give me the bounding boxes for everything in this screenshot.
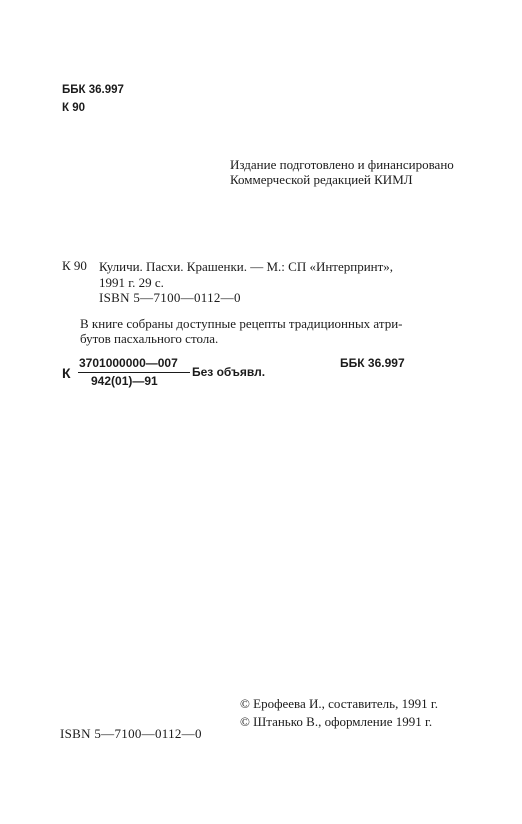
catalog-entry-title bbox=[99, 259, 393, 290]
catalog-formula-letter: К bbox=[62, 365, 71, 381]
catalog-formula-denominator: 942(01)—91 bbox=[91, 374, 158, 388]
catalog-entry-title-line-2: 1991 г. 29 с. bbox=[99, 274, 164, 290]
catalog-formula-divider bbox=[78, 372, 190, 373]
price-note: Без объявл. bbox=[192, 365, 266, 379]
footer-isbn: ISBN 5—7100—0112—0 bbox=[60, 726, 202, 741]
annotation bbox=[80, 316, 403, 346]
annotation-line-1: В книге собраны доступные рецепты традиционных атри- bbox=[80, 316, 403, 331]
publisher-note-line-1: Издание подготовлено и финансировано bbox=[230, 157, 454, 172]
catalog-formula-numerator: 3701000000—007 bbox=[79, 356, 178, 370]
catalog-entry-isbn: ISBN 5—7100—0112—0 bbox=[99, 290, 241, 305]
publisher-note-line-2: Коммерческой редакцией КИМЛ bbox=[230, 172, 413, 187]
annotation-line-2: бутов пасхального стола. bbox=[80, 331, 219, 346]
catalog-entry-code: К 90 bbox=[62, 258, 87, 273]
bbk-index: ББК 36.997 bbox=[62, 84, 124, 96]
author-mark: К 90 bbox=[62, 102, 86, 114]
publisher-note bbox=[230, 157, 454, 187]
copyright-compiler: © Ерофеева И., составитель, 1991 г. bbox=[240, 696, 438, 711]
bbk-index-right: ББК 36.997 bbox=[340, 356, 405, 370]
catalog-entry-title-line-1: Куличи. Пасхи. Крашенки. — М.: СП «Интерпринт», bbox=[99, 259, 394, 274]
copyright-design: © Штанько В., оформление 1991 г. bbox=[240, 714, 433, 729]
